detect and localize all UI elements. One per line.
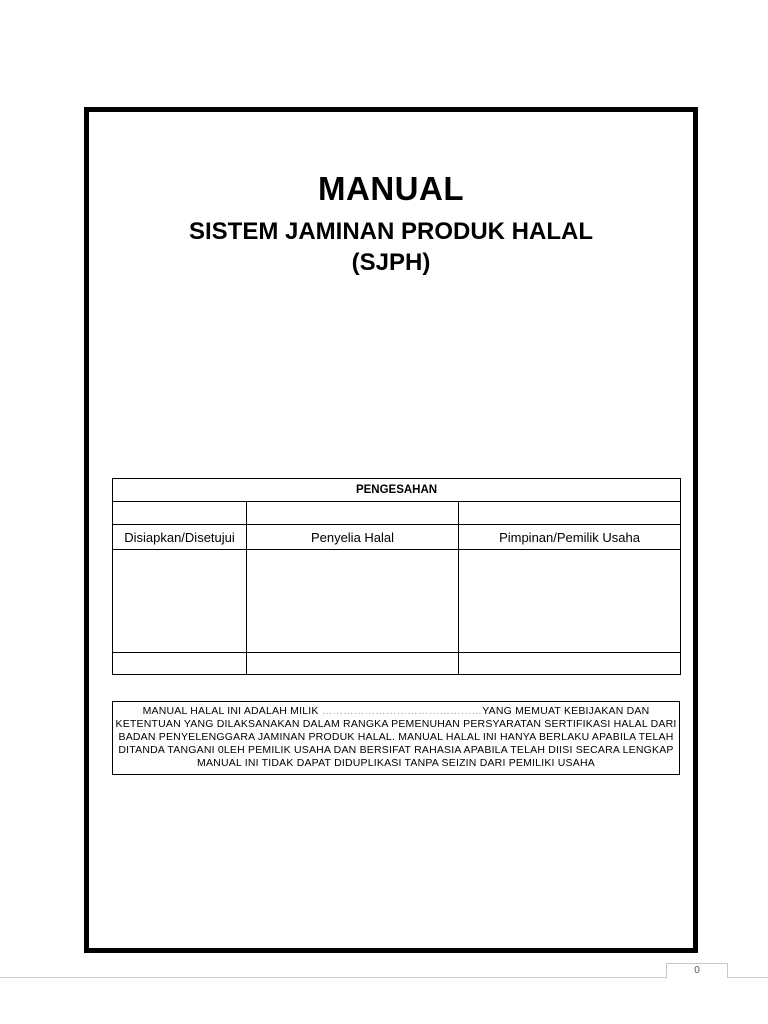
ownership-notice — [112, 701, 680, 775]
approval-label-row — [113, 525, 681, 550]
signature-row — [113, 550, 681, 653]
manual-title: MANUAL — [318, 170, 464, 207]
blank-cell — [247, 502, 459, 525]
notice-owner-blank: ……………………………………… — [321, 705, 483, 717]
subtitle-line-1: SISTEM JAMINAN PRODUK HALAL — [188, 218, 593, 245]
signature-cell-owner — [459, 550, 681, 653]
name-row — [113, 653, 681, 675]
column-label-prepared: Disiapkan/Disetujui — [113, 525, 247, 550]
name-cell-supervisor — [247, 653, 459, 675]
name-cell-owner — [459, 653, 681, 675]
blank-cell — [113, 502, 247, 525]
approval-header: PENGESAHAN — [113, 479, 681, 502]
notice-prefix: MANUAL HALAL INI ADALAH MILIK — [142, 705, 322, 717]
manual-subtitle — [89, 216, 693, 278]
column-label-owner: Pimpinan/Pemilik Usaha — [459, 525, 681, 550]
approval-table — [112, 478, 681, 675]
subtitle-line-2: (SJPH) — [351, 249, 431, 276]
column-label-supervisor: Penyelia Halal — [247, 525, 459, 550]
cover-frame — [84, 107, 698, 953]
signature-cell-prepared — [113, 550, 247, 653]
footer-divider — [0, 977, 768, 978]
name-cell-prepared — [113, 653, 247, 675]
notice-text: YANG MEMUAT KEBIJAKAN DAN KETENTUAN YANG DILAKSANAKAN DALAM RANGKA PEMENUHAN PERSYARATAN SERTIFIKASI HALAL DARI BADAN PENYELENGGARA JAMINAN PRODUK HALAL. MANUAL HALAL INI HANYA BERLAKU APABILA TELAH DITANDA TANGANI 0LEH PEMILIK USAHA DAN BERSIFAT RAHASIA APABILA TELAH DIISI SECARA LENGKAP MANUAL INI TIDAK DAPAT DIDUPLIKASI TANPA SEIZIN DARI PEMILIKI USAHA — [115, 705, 677, 769]
approval-header-row — [113, 479, 681, 502]
blank-cell — [459, 502, 681, 525]
signature-cell-supervisor — [247, 550, 459, 653]
page-number: 0 — [666, 963, 728, 978]
approval-blank-row — [113, 502, 681, 525]
